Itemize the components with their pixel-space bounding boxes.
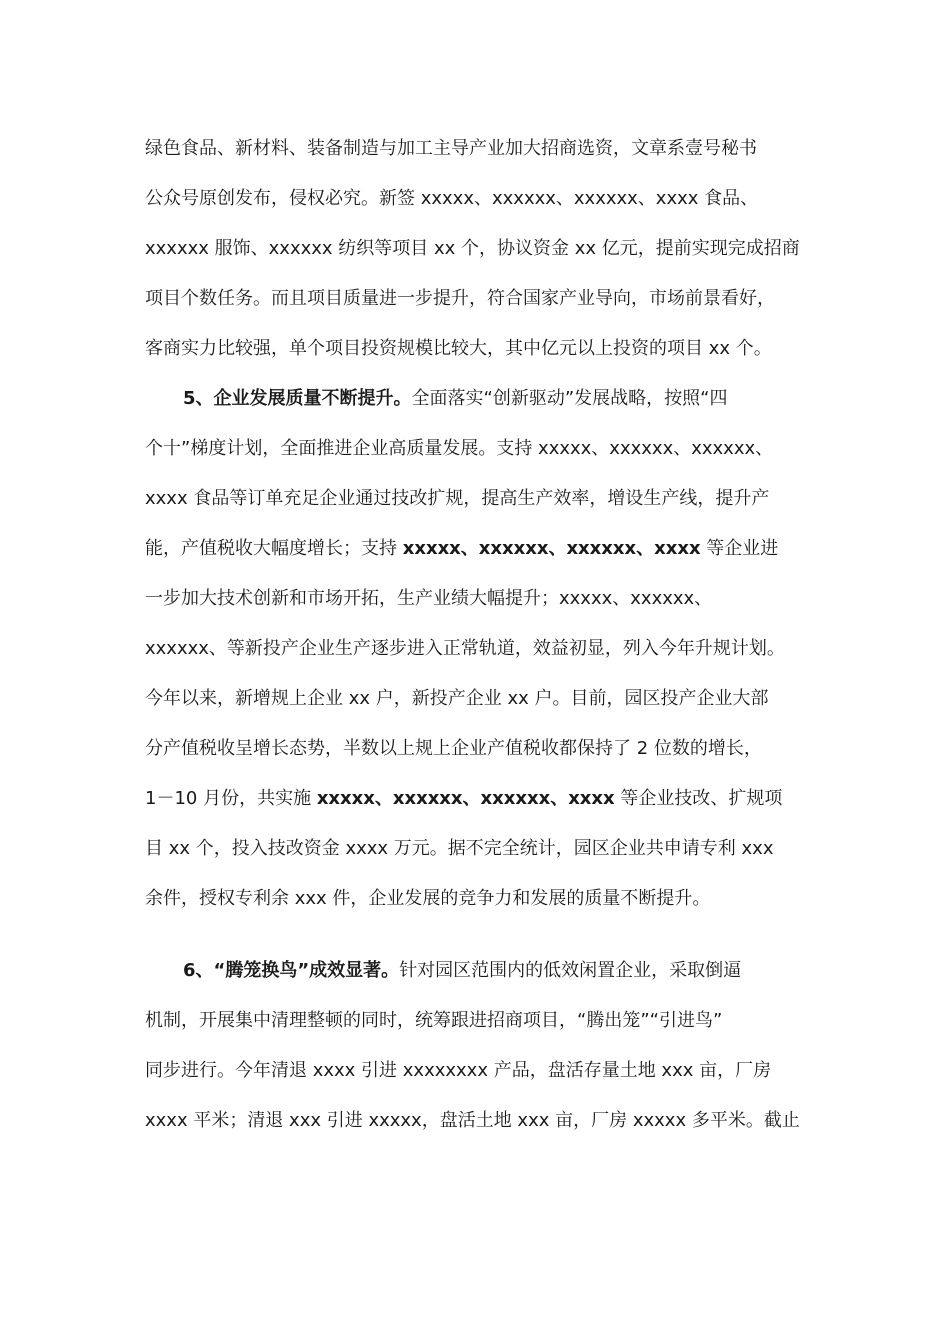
section-5-heading: 5、企业发展质量不断提升。 <box>183 388 412 409</box>
paragraph-line: 同步进行。今年清退 xxxx 引进 xxxxxxxx 产品，盘活存量土地 xxx 亩，厂房 <box>145 1060 772 1081</box>
paragraph-text: 能，产值税收大幅度增长；支持 <box>145 538 403 559</box>
paragraph-line: 客商实力比较强，单个项目投资规模比较大，其中亿元以上投资的项目 xx 个。 <box>145 338 772 359</box>
paragraph-line: xxxx 食品等订单充足企业通过技改扩规，提高生产效率，增设生产线，提升产 <box>145 488 770 509</box>
section-6-first-line <box>183 956 825 986</box>
paragraph-line: 一步加大技术创新和市场开拓，生产业绩大幅提升；xxxxx、xxxxxx、 <box>145 588 713 609</box>
paragraph-text: 1－10 月份，共实施 <box>145 788 317 809</box>
paragraph-line: 余件，授权专利余 xxx 件，企业发展的竞争力和发展的质量不断提升。 <box>145 888 711 909</box>
paragraph-line: 绿色食品、新材料、装备制造与加工主导产业加大招商选资，文章系壹号秘书 <box>145 138 757 159</box>
paragraph-line: xxxxxx、等新投产企业生产逐步进入正常轨道，效益初显，列入今年升规计划。 <box>145 638 785 659</box>
paragraph-line: 个十”梯度计划，全面推进企业高质量发展。支持 xxxxx、xxxxxx、xxxxxx、 <box>145 438 774 459</box>
paragraph-text: 等企业技改、扩规项 <box>614 788 783 809</box>
section-5-first-line <box>183 384 825 414</box>
paragraph-line: 项目个数任务。而且项目质量进一步提升，符合国家产业导向，市场前景看好， <box>145 288 775 309</box>
paragraph-line <box>145 784 825 814</box>
section-6-heading: 6、“腾笼换鸟”成效显著。 <box>183 960 400 981</box>
paragraph-line: xxxx 平米；清退 xxx 引进 xxxxx，盘活土地 xxx 亩，厂房 xxxxx 多平米。截止 <box>145 1110 800 1131</box>
bold-company-list: xxxxx、xxxxxx、xxxxxx、xxxx <box>402 538 701 559</box>
paragraph-line: 今年以来，新增规上企业 xx 户，新投产企业 xx 户。目前，园区投产企业大部 <box>145 688 769 709</box>
paragraph-line: 目 xx 个，投入技改资金 xxxx 万元。据不完全统计，园区企业共申请专利 xxx <box>145 838 774 859</box>
paragraph-line: 公众号原创发布，侵权必究。新签 xxxxx、xxxxxx、xxxxxx、xxxx 食品、 <box>145 188 759 209</box>
bold-company-list: xxxxx、xxxxxx、xxxxxx、xxxx <box>316 788 615 809</box>
paragraph-text: 等企业进 <box>700 538 779 559</box>
paragraph-text: 全面落实“创新驱动”发展战略，按照“四 <box>411 388 728 409</box>
paragraph-text: 针对园区范围内的低效闲置企业，采取倒逼 <box>399 960 742 981</box>
paragraph-line <box>145 534 825 564</box>
paragraph-line: xxxxxx 服饰、xxxxxx 纺织等项目 xx 个，协议资金 xx 亿元，提前实现完成招商 <box>145 238 800 259</box>
paragraph-line: 机制，开展集中清理整顿的同时，统筹跟进招商项目，“腾出笼”“引进鸟” <box>145 1010 723 1031</box>
paragraph-line: 分产值税收呈增长态势，半数以上规上企业产值税收都保持了 2 位数的增长， <box>145 738 762 759</box>
